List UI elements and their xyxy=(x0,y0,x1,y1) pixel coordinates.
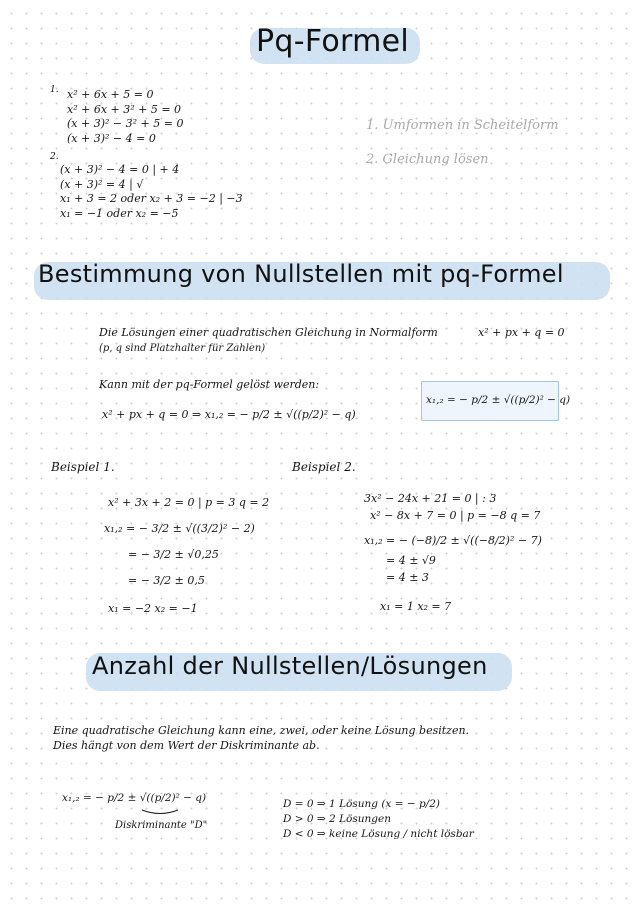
step1-line: x² + 6x + 5 = 0 xyxy=(67,88,154,101)
normal-form: x² + px + q = 0 xyxy=(478,326,565,339)
discriminant-label: Diskriminante "D" xyxy=(115,820,208,831)
example2-line: = 4 ± √9 xyxy=(386,554,436,567)
example1-lines xyxy=(104,490,270,622)
example2-label: Beispiel 2. xyxy=(292,460,356,474)
step2-line: x₁ + 3 = 2 oder x₂ + 3 = −2 | −3 xyxy=(60,192,243,205)
discriminant-cases xyxy=(283,797,474,842)
example1-line: = − 3/2 ± 0,5 xyxy=(128,574,205,587)
step2-lines xyxy=(60,163,243,221)
example1-line: = − 3/2 ± √0,25 xyxy=(128,548,219,561)
example2-line: = 4 ± 3 xyxy=(386,571,429,584)
discriminant-case: D > 0 ⇒ 2 Lösungen xyxy=(283,813,391,825)
note-step-2: 2. Gleichung lösen xyxy=(366,152,489,167)
discriminant-case: D = 0 ⇒ 1 Lösung (x = − p/2) xyxy=(283,798,440,810)
example2-line: x² − 8x + 7 = 0 | p = −8 q = 7 xyxy=(370,509,541,522)
step2-line: (x + 3)² − 4 = 0 | + 4 xyxy=(60,163,180,176)
step2-marker: 2. xyxy=(50,152,59,162)
page-title: Pq-Formel xyxy=(256,24,410,59)
note-step-1: 1. Umformen in Scheitelform xyxy=(366,118,559,133)
step2-line: x₁ = −1 oder x₂ = −5 xyxy=(60,206,179,220)
step1-line: (x + 3)² − 4 = 0 xyxy=(67,131,156,145)
section2-formula: x₁,₂ = − p/2 ± √((p/2)² − q) xyxy=(62,792,207,804)
discriminant-underline xyxy=(140,808,180,818)
step1-lines xyxy=(67,88,183,146)
example1-line: x² + 3x + 2 = 0 | p = 3 q = 2 xyxy=(108,496,270,509)
step1-line: (x + 3)² − 3² + 5 = 0 xyxy=(67,117,184,130)
example2-line: x₁,₂ = − (−8)/2 ± √((−8/2)² − 7) xyxy=(364,534,542,547)
example1-label: Beispiel 1. xyxy=(51,460,115,474)
example2-line: x₁ = 1 x₂ = 7 xyxy=(380,600,452,613)
example2-line: 3x² − 24x + 21 = 0 | : 3 xyxy=(364,492,497,505)
section1-text-line3: Kann mit der pq-Formel gelöst werden: xyxy=(99,378,320,391)
example1-line: x₁ = −2 x₂ = −1 xyxy=(108,602,198,615)
section1-heading: Bestimmung von Nullstellen mit pq-Formel xyxy=(38,260,564,288)
section1-text-line2: (p, q sind Platzhalter für Zahlen) xyxy=(99,343,266,354)
step1-line: x² + 6x + 3² + 5 = 0 xyxy=(67,102,182,116)
example1-line: x₁,₂ = − 3/2 ± √((3/2)² − 2) xyxy=(104,522,255,535)
step1-marker: 1. xyxy=(50,85,59,95)
example2-lines xyxy=(364,490,542,615)
section2-heading: Anzahl der Nullstellen/Lösungen xyxy=(92,652,488,680)
section2-text-line2: Dies hängt von dem Wert der Diskriminante ab. xyxy=(53,739,320,752)
pq-formula-boxed: x₁,₂ = − p/2 ± √((p/2)² − q) xyxy=(426,394,571,406)
section2-text-line1: Eine quadratische Gleichung kann eine, zwei, oder keine Lösung besitzen. xyxy=(53,724,470,737)
discriminant-case: D < 0 ⇒ keine Lösung / nicht lösbar xyxy=(283,828,474,840)
step2-line: (x + 3)² = 4 | √ xyxy=(60,177,144,191)
section1-text-line1: Die Lösungen einer quadratischen Gleichung in Normalform xyxy=(99,326,438,339)
derivation-formula: x² + px + q = 0 ⇒ x₁,₂ = − p/2 ± √((p/2)² − q) xyxy=(102,408,356,421)
